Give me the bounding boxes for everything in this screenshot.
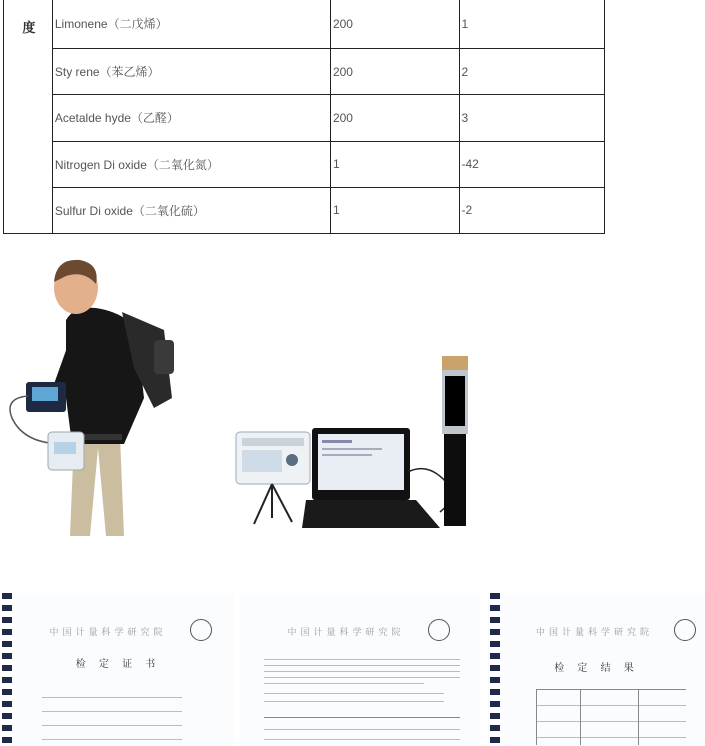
value-cell: 1 — [330, 187, 459, 233]
instrument-setup-photo — [232, 352, 482, 534]
technician-photo — [4, 248, 194, 540]
table-row — [4, 0, 605, 49]
category-cell: 度 — [4, 0, 53, 234]
table-row — [4, 95, 605, 141]
table-row — [4, 187, 605, 233]
institute-logo-icon — [428, 619, 450, 641]
value-cell: 1 — [330, 141, 459, 187]
certificate-image — [240, 593, 480, 746]
institute-logo-icon — [190, 619, 212, 641]
certificate-title: 检 定 证 书 — [75, 659, 161, 670]
certificate-title: 检 定 结 果 — [554, 663, 639, 674]
value-cell: 200 — [330, 0, 459, 49]
value-cell: 1 — [459, 0, 605, 49]
gas-name-cell: Sulfur Di oxide（二氧化硫） — [52, 187, 330, 233]
gas-name-cell: Sty rene（苯乙烯） — [52, 49, 330, 95]
value-cell: 3 — [459, 95, 605, 141]
table-row — [4, 141, 605, 187]
value-cell: 200 — [330, 49, 459, 95]
table-row — [4, 49, 605, 95]
value-cell: -42 — [459, 141, 605, 187]
value-cell: -2 — [459, 187, 605, 233]
gas-data-table — [3, 0, 605, 234]
gas-name-cell: Nitrogen Di oxide（二氧化氮） — [52, 141, 330, 187]
gas-name-cell: Limonene（二戊烯） — [52, 0, 330, 49]
certificate-header: 中国计量科学研究院 — [287, 628, 405, 638]
institute-logo-icon — [674, 619, 696, 641]
value-cell: 200 — [330, 95, 459, 141]
certificate-header: 中国计量科学研究院 — [535, 628, 653, 638]
value-cell: 2 — [459, 49, 605, 95]
gas-name-cell: Acetalde hyde（乙醛） — [52, 95, 330, 141]
certificate-image — [488, 593, 705, 746]
certificate-header: 中国计量科学研究院 — [49, 628, 167, 638]
certificate-image — [2, 593, 234, 746]
